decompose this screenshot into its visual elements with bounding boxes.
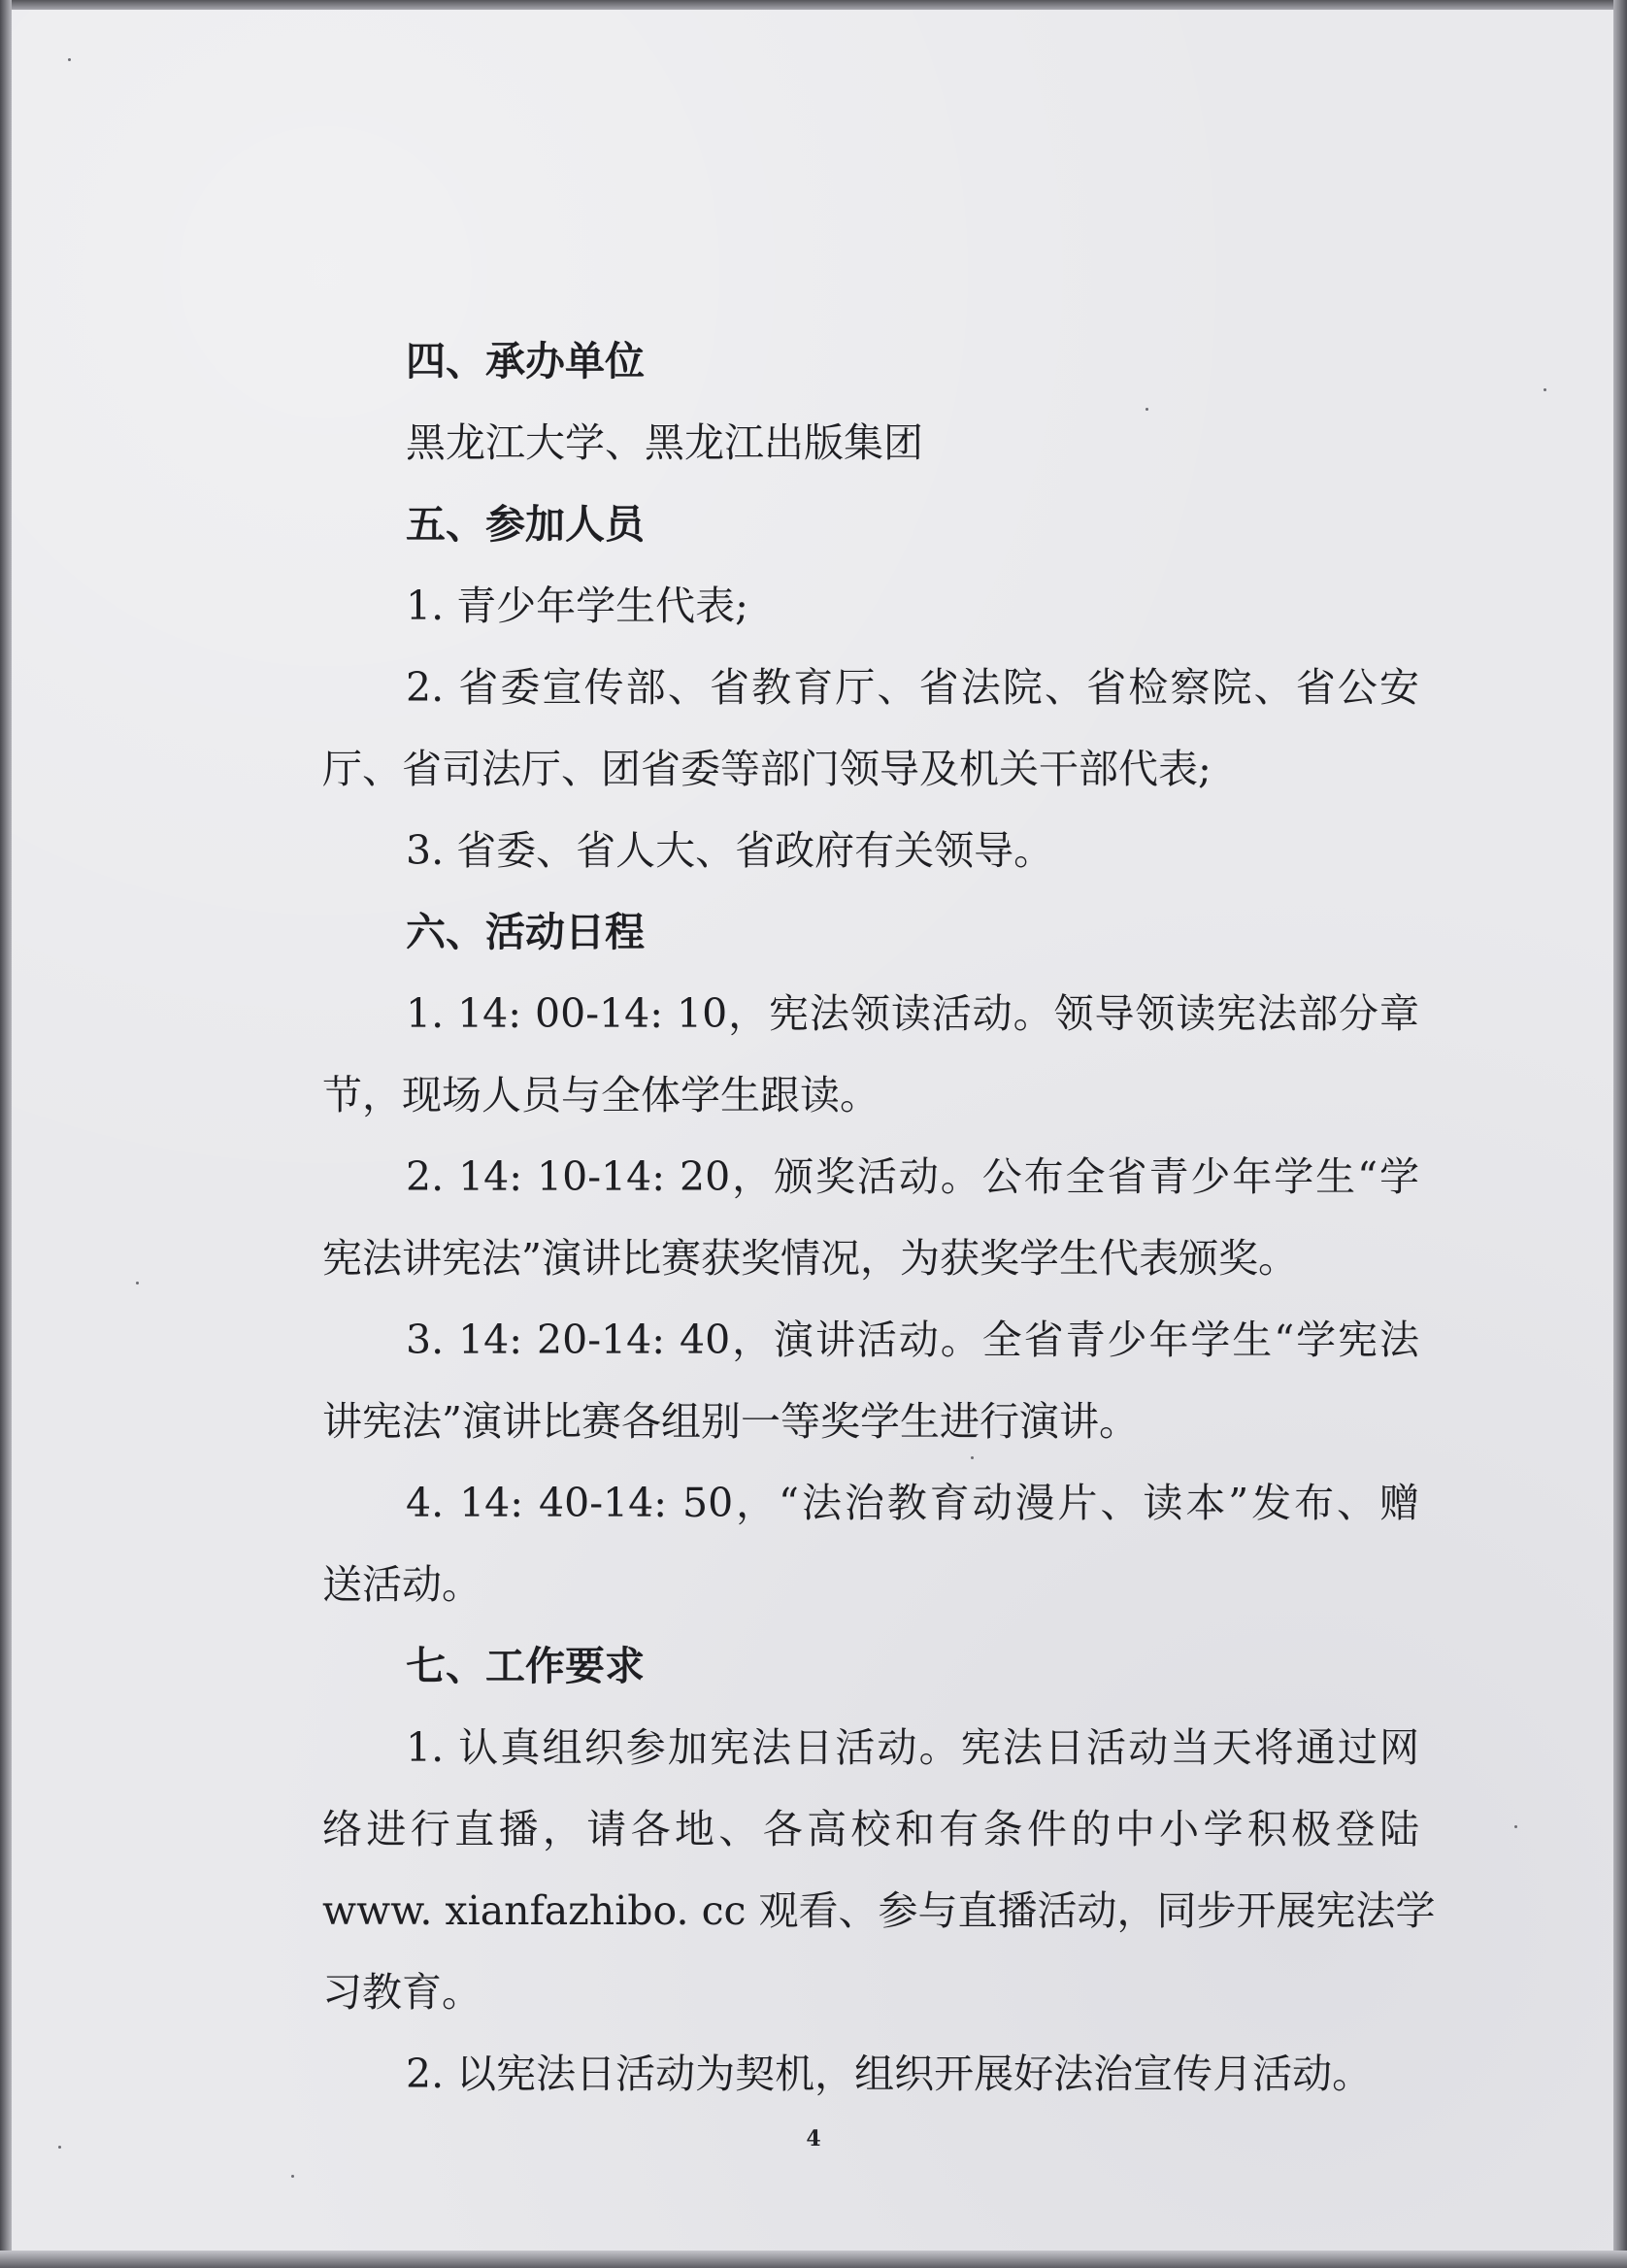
text-line: 2. 以宪法日活动为契机，组织开展好法治宣传月活动。 <box>406 2051 1373 2097</box>
text-line: 络进行直播，请各地、各高校和有条件的中小学积极登陆 <box>322 1806 1419 1852</box>
text-line: 3. 14: 20-14: 40，演讲活动。全省青少年学生“学宪法 <box>406 1317 1419 1363</box>
text-line: 讲宪法”演讲比赛各组别一等奖学生进行演讲。 <box>322 1398 1139 1445</box>
scan-edge-left <box>0 0 12 2268</box>
text-line: 黑龙江大学、黑龙江出版集团 <box>406 419 923 466</box>
text-line: 宪法讲宪法”演讲比赛获奖情况，为获奖学生代表颁奖。 <box>322 1235 1298 1282</box>
section-heading: 四、承办单位 <box>406 338 645 384</box>
text-line: 节，现场人员与全体学生跟读。 <box>322 1072 880 1118</box>
document-body <box>322 320 1436 2115</box>
scan-speck <box>291 2175 294 2178</box>
section-heading: 六、活动日程 <box>406 909 645 955</box>
text-line: 4. 14: 40-14: 50，“法治教育动漫片、读本”发布、赠 <box>406 1480 1419 1526</box>
scan-edge-bottom <box>0 2251 1627 2268</box>
page-number: 4 <box>806 2126 821 2151</box>
scan-speck <box>1544 388 1546 391</box>
text-line: 厅、省司法厅、团省委等部门领导及机关干部代表; <box>322 746 1212 792</box>
text-line: 1. 青少年学生代表; <box>406 583 748 629</box>
text-line: 2. 14: 10-14: 20，颁奖活动。公布全省青少年学生“学 <box>406 1153 1419 1200</box>
scan-edge-top <box>0 0 1627 10</box>
scan-speck <box>68 58 71 61</box>
scan-speck <box>136 1282 139 1284</box>
text-line: 1. 14: 00-14: 10，宪法领读活动。领导领读宪法部分章 <box>406 990 1419 1037</box>
text-line: www. xianfazhibo. cc 观看、参与直播活动，同步开展宪法学 <box>322 1887 1436 1934</box>
text-line: 习教育。 <box>322 1969 481 2016</box>
section-heading: 七、工作要求 <box>406 1643 645 1689</box>
text-line: 2. 省委宣传部、省教育厅、省法院、省检察院、省公安 <box>406 664 1419 711</box>
text-line: 1. 认真组织参加宪法日活动。宪法日活动当天将通过网 <box>406 1724 1419 1771</box>
text-line: 送活动。 <box>322 1561 481 1608</box>
scan-edge-right <box>1613 0 1627 2268</box>
text-line: 3. 省委、省人大、省政府有关领导。 <box>406 827 1054 874</box>
section-heading: 五、参加人员 <box>406 501 645 548</box>
scan-speck <box>1514 1825 1517 1828</box>
